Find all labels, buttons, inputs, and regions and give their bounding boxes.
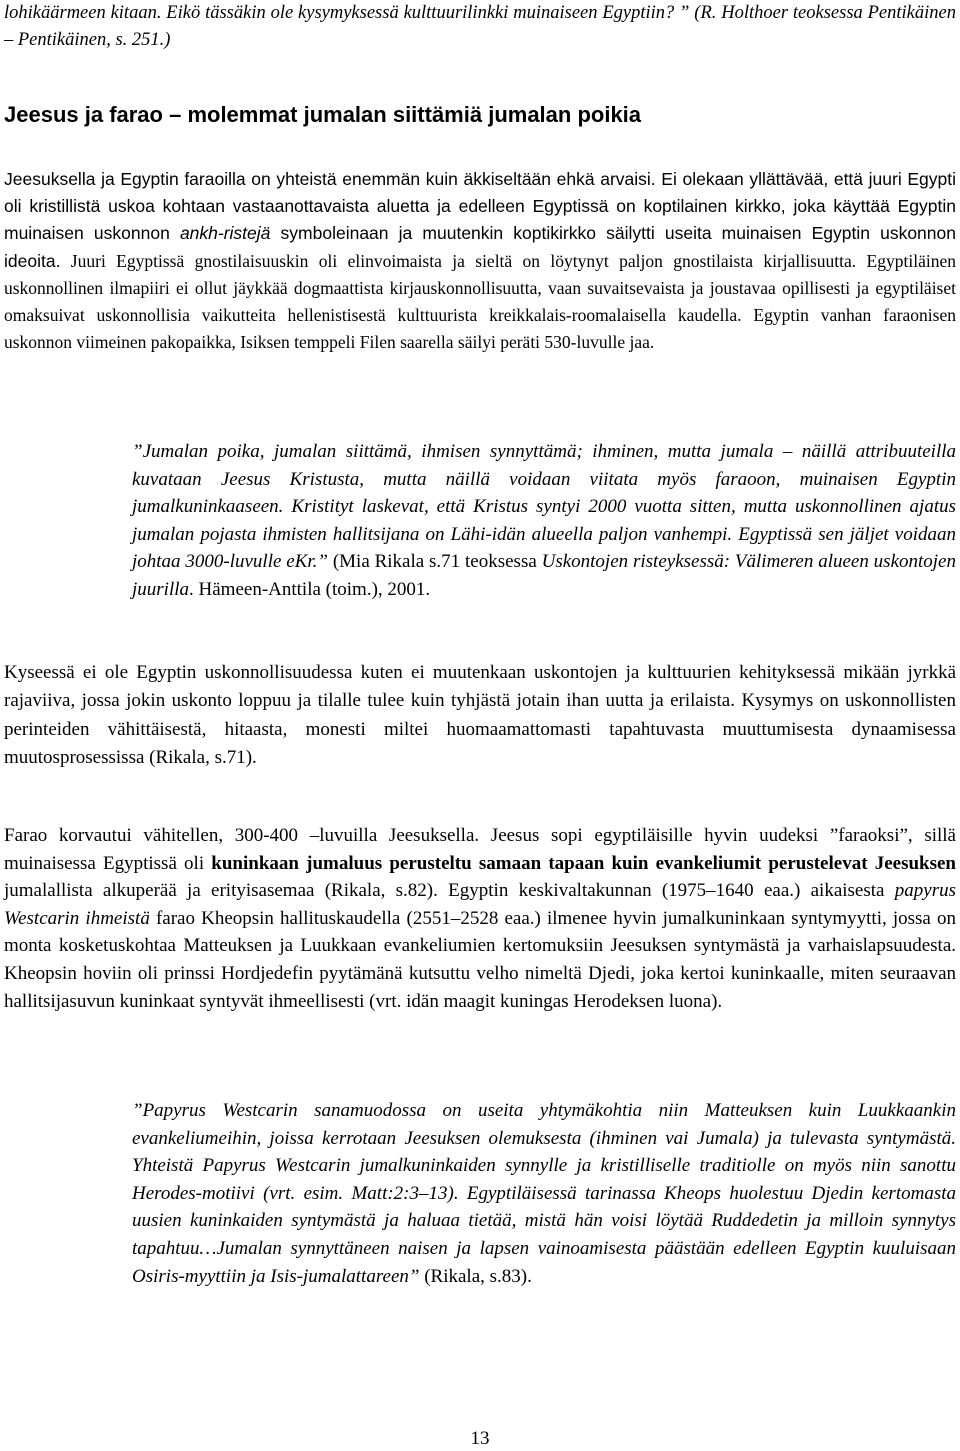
block-quote-westcar-cite: (Rikala, s.83). (419, 1265, 532, 1287)
paragraph-intro-italic: ankh-ristejä (179, 223, 271, 244)
quote-fragment-top: lohikäärmeen kitaan. Eikö tässäkin ole kysymyksessä kulttuurilinkki muinaiseen Egyptiin? ” (R. Holthoer teoksessa Pentikäinen – Pentikäinen, s. 251.) (4, 3, 956, 50)
paragraph-continuity: Kyseessä ei ole Egyptin uskonnollisuudessa kuten ei muutenkaan uskontojen ja kulttuurien kehityksessä mikään jyrkkä rajaviiva, jossa jokin uskonto loppuu ja tilalle tulee kuin tyhjästä jotain ihan uutta ja erilaista. Kysymys on uskonnollisten perinteiden vähittäisestä, hitaasta, monesti miltei huomaamattomasti tapahtuvasta muuttumisesta dynaamisessa muutosprosessissa (Rikala, s.71). (4, 662, 956, 769)
paragraph-farao-c: farao Kheopsin hallituskaudella (2551–2528 eaa.) ilmenee hyvin jumalkuninkaan syntymyytti, jossa on monta kosketuskohtaa Matteuksen ja Luukkaan evankeliumien kertomuksiin Jeesuksen syntymästä ja varhaislapsuudesta. Kheopsin hoviin oli prinssi Hordjedefin pyytämänä kutsuttu velho nimeltä Djedi, joka kertoi kuninkaalle, miten seuraavan hallitsijasuvun kuninkaat syntyvät ihmeellisesti (vrt. idän maagit kuningas Herodeksen luona). (4, 907, 956, 1012)
block-quote-westcar-text: ”Papyrus Westcarin sanamuodossa on useita yhtymäkohtia niin Matteuksen kuin Luukkaankin evankeliumeihin, joissa kerrotaan Jeesuksen olemuksesta (ihminen vai Jumala) ja tulevasta syntymästä. Yhteistä Papyrus Westcarin jumalkuninkaiden synnylle ja kristilliselle traditiolle on myös niin sanottu Herodes-motiivi (vrt. esim. Matt:2:3–13). Egyptiläisessä tarinassa Kheops huolestuu Djedin kertomasta uusien kuninkaiden syntymästä ja haluaa tietää, mistä hän voisi löytää Ruddedetin ja milloin synnytys tapahtuu…Jumalan synnyttäneen naisen ja lapsen vainoamisesta päästään edelleen Egyptin kuuluisaan Osiris-myyttiin ja Isis-jumalattareen” (132, 1100, 956, 1287)
paragraph-intro-s2: symboleinaan ja muutenkin koptikirkko säilytti useita muinaisen Egyptin uskonnon ideoita. (4, 223, 956, 271)
block-quote-rikala (132, 438, 956, 604)
block-quote-rikala-cite-title: Uskontojen risteyksessä: Välimeren alueen uskontojen juurilla (132, 551, 956, 600)
paragraph-farao-a: Farao korvautui vähitellen, 300-400 –luvuilla Jeesuksella. Jeesus sopi egyptiläisille hyvin uudeksi ”faraoksi”, sillä muinaisessa Egyptissä oli (4, 825, 956, 874)
section-heading: Jeesus ja farao – molemmat jumalan siittämiä jumalan poikia (4, 102, 642, 127)
paragraph-intro (4, 166, 956, 356)
paragraph-intro-s4: Egyptiläinen uskonnollinen ilmapiiri ei ollut jäykkää dogmaattista kirjauskonnollisuutta, vaan suvaitsevaista ja joustavaa opillisesti ja egyptiläiset omaksuivat uskonnollisia vaikutteita hellenistisestä kulttuurista kreikkalais-roomalaisella kaudella. (4, 250, 956, 326)
paragraph-farao (4, 822, 956, 1015)
block-quote-westcar (132, 1097, 956, 1290)
block-quote-rikala-text: ”Jumalan poika, jumalan siittämä, ihmisen synnyttämä; ihminen, mutta jumala – näillä attribuuteilla kuvataan Jeesus Kristusta, mutta näillä voidaan viitata myös faraoon, muinaisen Egyptin jumalkuninkaaseen. Kristityt laskevat, että Kristus syntyi 2000 vuotta sitten, mutta uskonnollinen ajatus jumalan pojasta ihmisten hallitsijana on Lähi-idän alueella paljon vanhempi. Egyptissä sen jäljet voidaan johtaa 3000-luvulle eKr.” (132, 441, 956, 573)
paragraph-farao-b: jumalallista alkuperää ja erityisasemaa (Rikala, s.82). Egyptin keskivaltakunnan (1975–1640 eaa.) aikaisesta (4, 880, 895, 902)
paragraph-intro-s5: Egyptin vanhan faraonisen uskonnon viimeinen pakopaikka, Isiksen temppeli Filen saarella säilyi peräti 530-luvulle jaa. (4, 305, 956, 353)
page-number: 13 (470, 1428, 490, 1449)
paragraph-intro-s1: Jeesuksella ja Egyptin faraoilla on yhteistä enemmän kuin äkkiseltään ehkä arvaisi. Ei olekaan yllättävää, että juuri Egypti oli kristillistä uskoa kohtaan vastaanottavaista aluetta ja edelleen Egyptissä on koptilainen kirkko, joka käyttää Egyptin muinaisen uskonnon (4, 169, 956, 244)
paragraph-farao-bold: kuninkaan jumaluus perusteltu samaan tapaan kuin evankeliumit perustelevat Jeesuksen (211, 852, 956, 874)
block-quote-rikala-cite-post: . Hämeen-Anttila (toim.), 2001. (189, 578, 431, 600)
paragraph-intro-s3: Juuri Egyptissä gnostilaisuuskin oli elinvoimaista ja sieltä on löytynyt paljon gnostilaista kirjallisuutta. (60, 250, 857, 271)
block-quote-rikala-cite-pre: (Mia Rikala s.71 teoksessa (327, 551, 542, 573)
paragraph-farao-italic: papyrus Westcarin ihmeistä (4, 880, 956, 929)
